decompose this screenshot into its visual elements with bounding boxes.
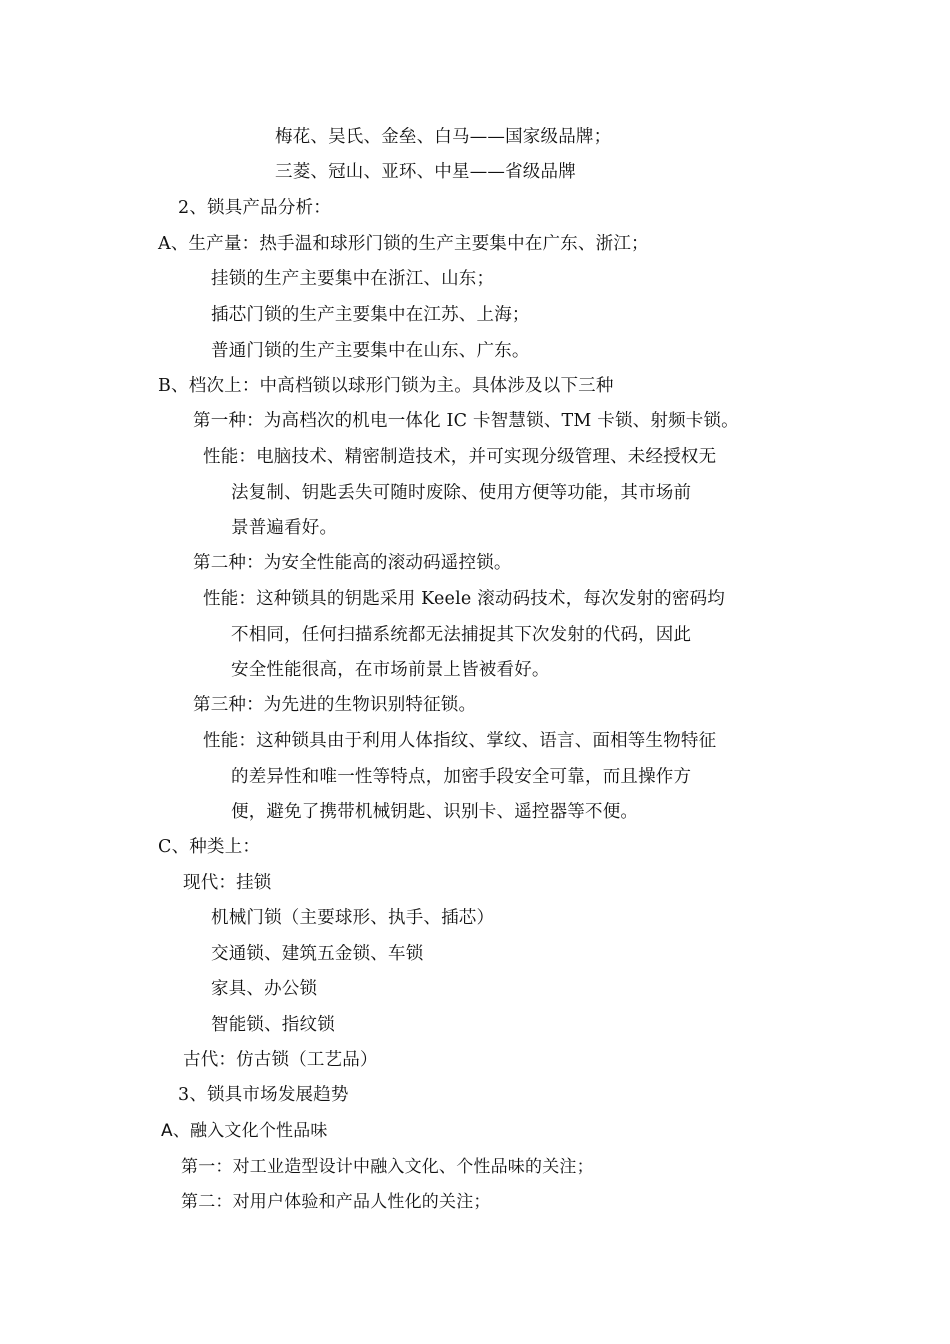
text-line-mechanical-locks: 机械门锁（主要球形、执手、插芯） xyxy=(211,908,495,928)
text-line-regular-production: 普通门锁的生产主要集中在山东、广东。 xyxy=(211,341,530,361)
text-line-type-two-performance: 性能：这种锁具的钥匙采用 Keele 滚动码技术，每次发射的密码均 xyxy=(203,589,725,609)
section-heading-market-trend: 3、锁具市场发展趋势 xyxy=(178,1085,349,1105)
text-line-category-c: C、种类上： xyxy=(158,837,261,857)
text-line-type-two: 第二种：为安全性能高的滚动码遥控锁。 xyxy=(193,553,512,573)
text-line-padlock-production: 挂锁的生产主要集中在浙江、山东； xyxy=(211,269,495,289)
text-line-type-one-performance-cont: 法复制、钥匙丢失可随时废除、使用方便等功能，其市场前 xyxy=(231,483,692,503)
text-line-smart-locks: 智能锁、指纹锁 xyxy=(211,1015,335,1035)
text-line-type-three-performance-end: 便，避免了携带机械钥匙、识别卡、遥控器等不便。 xyxy=(231,802,639,822)
text-line-trend-first: 第一：对工业造型设计中融入文化、个性品味的关注； xyxy=(181,1157,594,1177)
section-heading-product-analysis: 2、锁具产品分析： xyxy=(178,198,331,218)
text-line-type-one-performance: 性能：电脑技术、精密制造技术，并可实现分级管理、未经授权无 xyxy=(203,447,717,467)
text-line-trend-a: A、融入文化个性品味 xyxy=(161,1121,328,1141)
text-line-brands-national: 梅花、吴氏、金垒、白马——国家级品牌； xyxy=(275,127,612,147)
text-line-type-three-performance: 性能：这种锁具由于利用人体指纹、掌纹、语言、面相等生物特征 xyxy=(203,731,717,751)
text-line-type-two-performance-end: 安全性能很高，在市场前景上皆被看好。 xyxy=(231,660,550,680)
text-line-grade-b: B、档次上：中高档锁以球形门锁为主。具体涉及以下三种 xyxy=(158,376,614,396)
text-line-production-a: A、生产量：热手温和球形门锁的生产主要集中在广东、浙江； xyxy=(158,234,649,254)
text-line-traffic-locks: 交通锁、建筑五金锁、车锁 xyxy=(211,944,424,964)
text-line-modern: 现代：挂锁 xyxy=(183,873,272,893)
text-line-mortise-production: 插芯门锁的生产主要集中在江苏、上海； xyxy=(211,305,530,325)
text-line-type-one: 第一种：为高档次的机电一体化 IC 卡智慧锁、TM 卡锁、射频卡锁。 xyxy=(193,411,739,431)
text-line-type-two-performance-cont: 不相同，任何扫描系统都无法捕捉其下次发射的代码，因此 xyxy=(231,625,692,645)
text-line-type-three-performance-cont: 的差异性和唯一性等特点，加密手段安全可靠，而且操作方 xyxy=(231,767,692,787)
text-line-brands-provincial: 三菱、冠山、亚环、中星——省级品牌 xyxy=(275,162,576,182)
text-line-type-one-performance-end: 景普遍看好。 xyxy=(231,518,338,538)
text-line-furniture-locks: 家具、办公锁 xyxy=(211,979,318,999)
text-line-type-three: 第三种：为先进的生物识别特征锁。 xyxy=(193,695,477,715)
text-line-trend-second: 第二：对用户体验和产品人性化的关注； xyxy=(181,1192,491,1212)
text-line-ancient: 古代：仿古锁（工艺品） xyxy=(183,1050,378,1070)
